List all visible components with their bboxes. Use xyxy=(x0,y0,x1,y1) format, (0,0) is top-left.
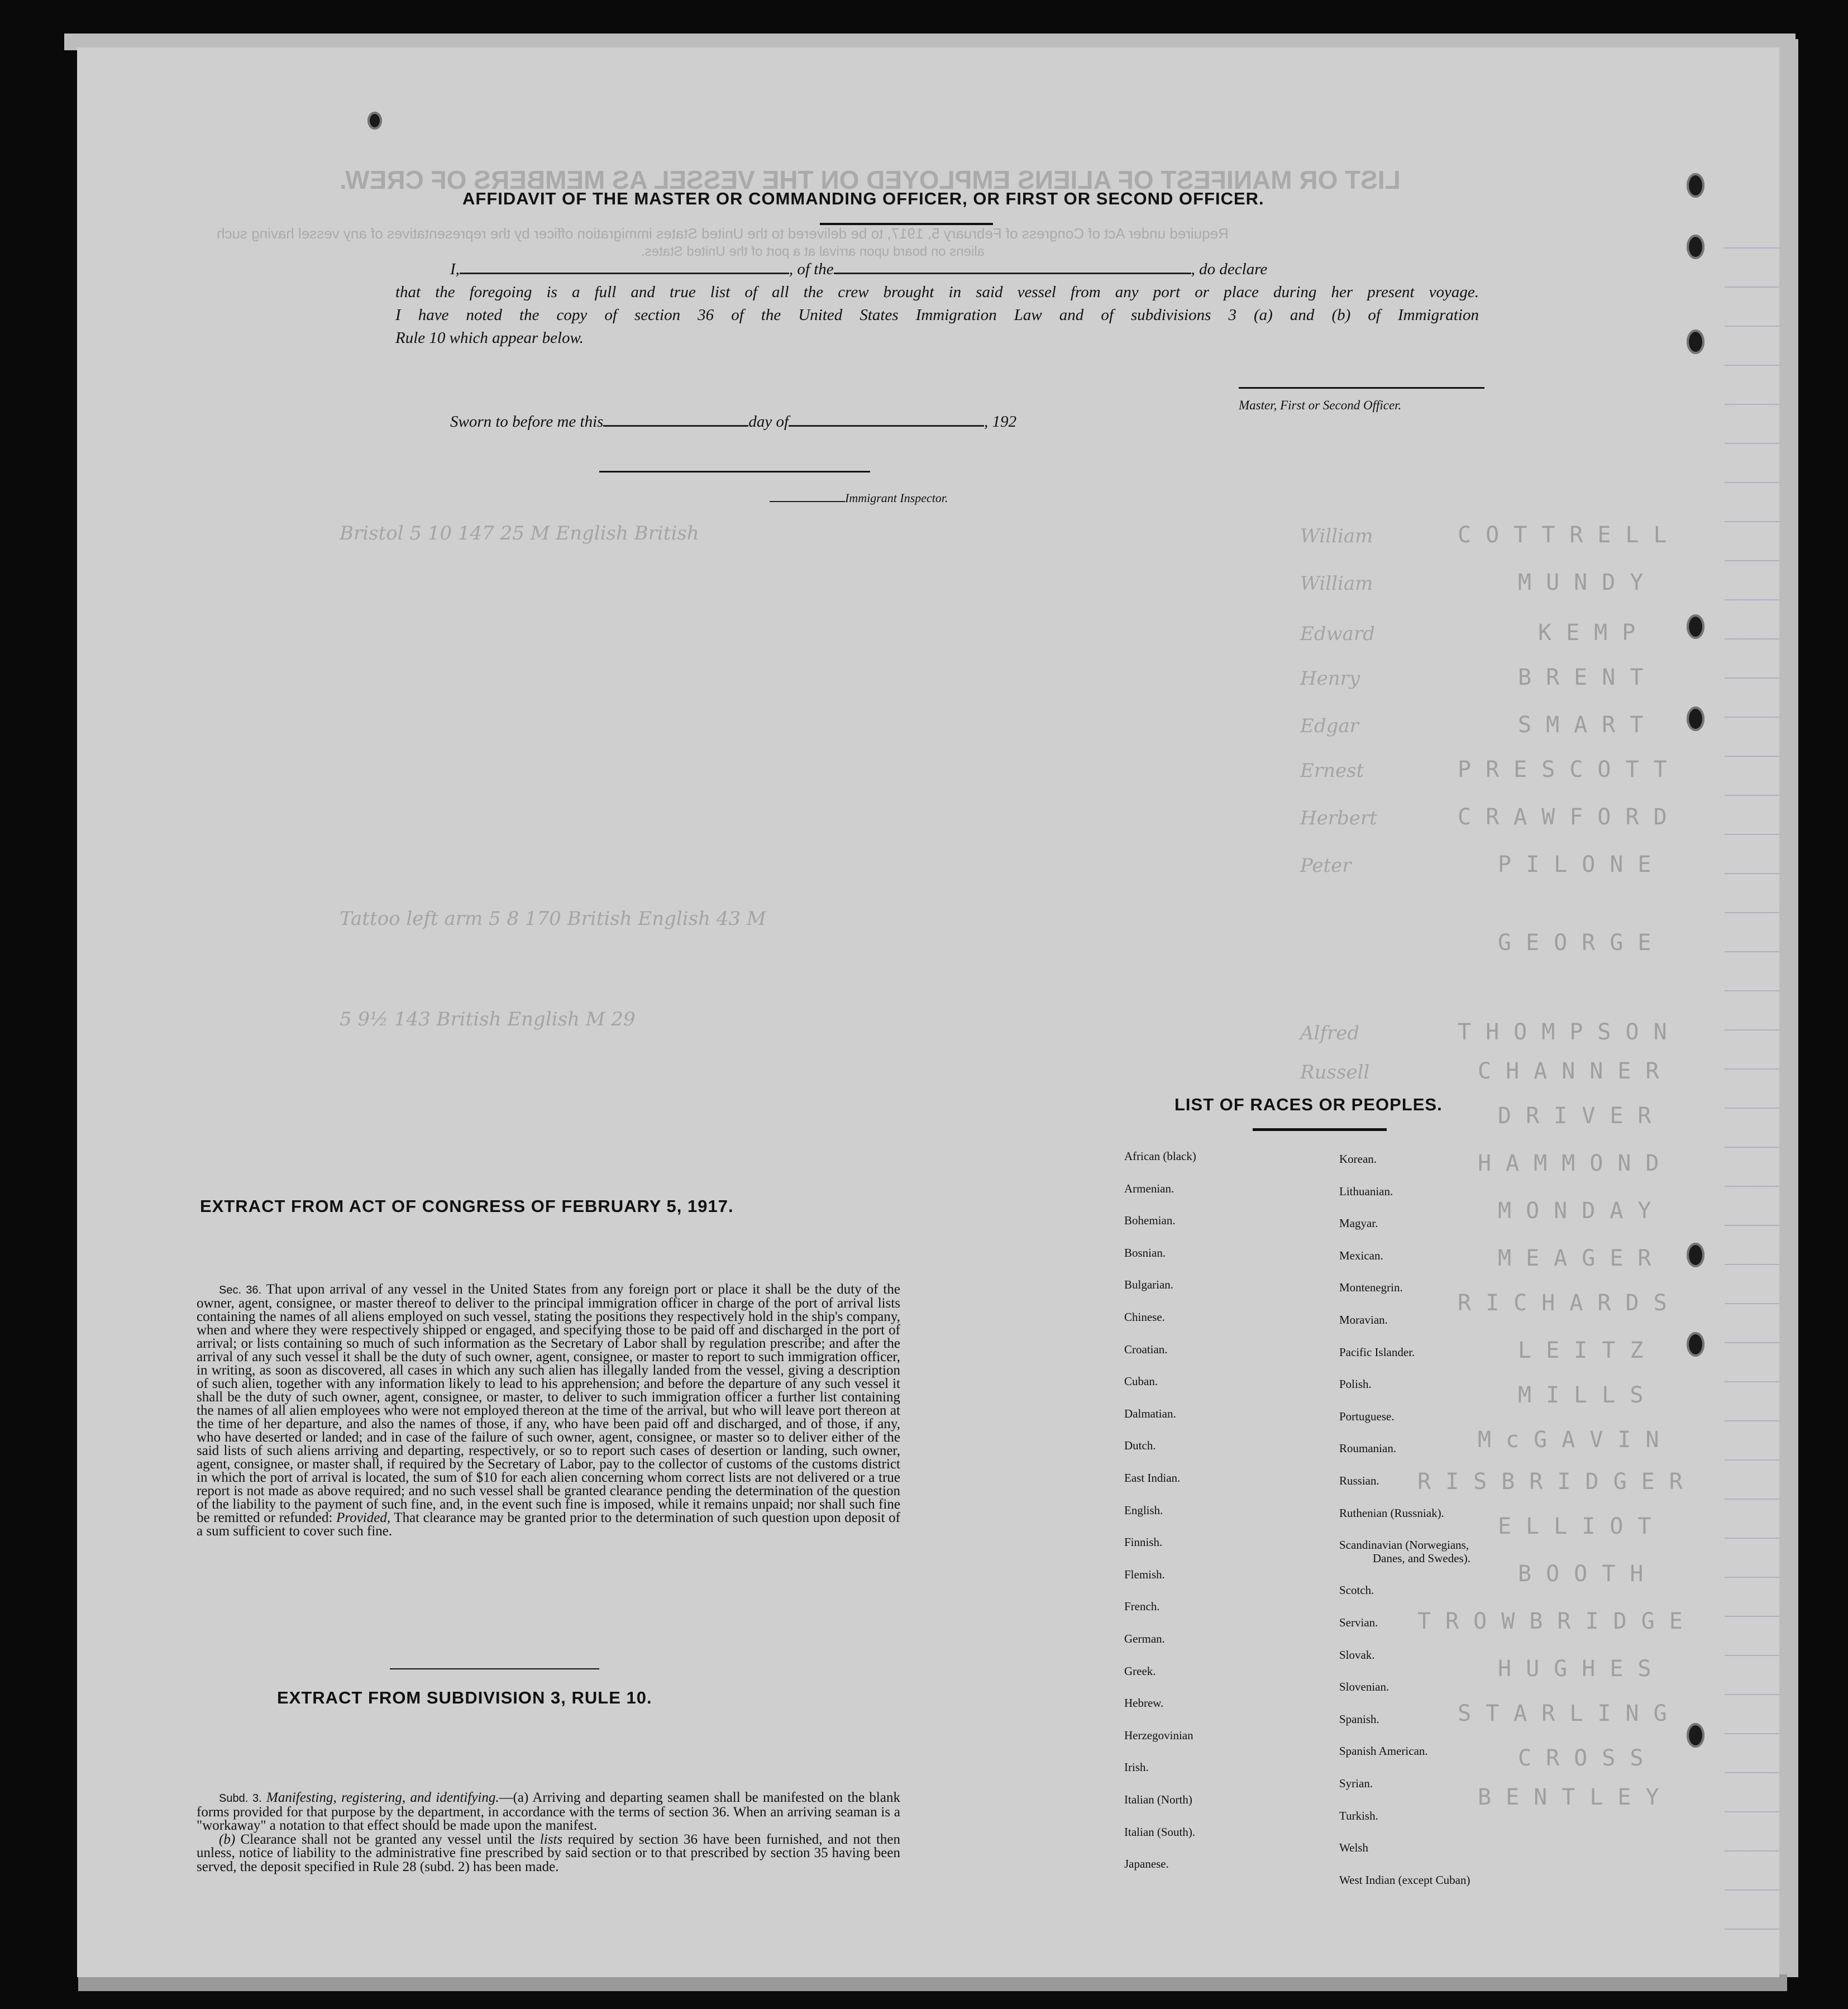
race-item: Japanese. xyxy=(1124,1857,1169,1871)
sec-label: Sec. 36. xyxy=(219,1284,262,1296)
reverse-surname: McGAVIN xyxy=(1478,1427,1674,1453)
race-item: Turkish. xyxy=(1339,1808,1378,1822)
affidavit-title: AFFIDAVIT OF THE MASTER OR COMMANDING OFFICER, OR FIRST OR SECOND OFFICER. xyxy=(462,189,1264,208)
race-item: Syrian. xyxy=(1339,1777,1373,1790)
race-item: German. xyxy=(1124,1632,1165,1645)
name-blank[interactable] xyxy=(460,273,789,274)
race-item: Portuguese. xyxy=(1339,1409,1395,1423)
affidavit-line-1 xyxy=(450,258,1539,281)
reverse-subheader-2: aliens on board upon arrival at a port of the United States. xyxy=(641,244,985,259)
para-b-2: required by section 36 have been furnished, and not then unless, notice of liability to the administrative fine prescribed by said section or to that prescribed by section 35 having been served, the deposit specified in Rule 28 (subd. 2) has been made. xyxy=(197,1831,900,1874)
race-item: Bulgarian. xyxy=(1124,1278,1174,1292)
vessel-blank[interactable] xyxy=(834,273,1191,274)
race-item: Ruthenian (Russniak). xyxy=(1339,1506,1444,1520)
race-item: Russian. xyxy=(1339,1474,1379,1487)
reverse-surname: THOMPSON xyxy=(1458,1019,1682,1045)
race-item: Herzegovinian xyxy=(1124,1728,1193,1742)
race-item: Spanish. xyxy=(1339,1712,1379,1726)
race-item: Mexican. xyxy=(1339,1248,1383,1262)
reverse-surname: ELLIOT xyxy=(1498,1514,1666,1539)
reverse-given-name: Peter xyxy=(1300,855,1352,877)
reverse-surname: BOOTH xyxy=(1518,1561,1658,1587)
inspector-blank[interactable] xyxy=(770,501,845,502)
binding-hole xyxy=(1687,614,1704,639)
reverse-given-name: William xyxy=(1300,572,1373,595)
race-item: Italian (South). xyxy=(1124,1825,1196,1839)
reverse-surname: RISBRIDGER xyxy=(1417,1469,1697,1495)
master-signature-line xyxy=(1239,387,1484,389)
reverse-surname: STARLING xyxy=(1458,1701,1682,1726)
sworn-line xyxy=(450,411,1232,433)
races-underline xyxy=(1253,1128,1387,1131)
extract-body-text: That upon arrival of any vessel in the United States from any foreign port or place it shall be the duty of the owner, agent, consignee, or master thereof to deliver to the principal immigration officer in charge of the port of arrival lists containing the names of all aliens employed on such vessel, stating the positions they respectively hold in the ship's company, when and where they were respectively shipped or engaged, and specifying those to be paid off and discharged in the port of arrival; or lists containing so much of such information as the Secretary of Labor shall by regulation prescribe; and after the arrival of any such vessel it shall be the duty of such owner, agent, consignee, or master to report to such immigration officer, in writing, as soon as discovered, all cases in which any such alien has illegally landed from the vessel, giving a description of such alien, together with any information likely to lead to his apprehension; and before the departure of any such vessel it shall be the duty of such owner, agent, consignee, or master, to deliver to such immigration officer a further list containing the names of all alien employees who were not employed thereon at the time of the arrival, but who will leave port thereon at the time of her departure, and also the names of those, if any, who have been paid off and discharged, and of those, if any, who have deserted or landed; and in case of the failure of such owner, agent, consignee, or master so to deliver either of the said lists of such aliens arriving and departing, respectively, or so to report such cases of desertion or landing, such owner, agent, consignee, or master shall, if required by the Secretary of Labor, pay to the collector of customs of the customs district in which the port of arrival is located, the sum of $10 for each alien concerning whom correct lists are not delivered or a true report is not made as above required; and no such vessel shall be granted clearance pending the determination of the question of the liability to the payment of such fine, and, in the event such fine is imposed, while it remains unpaid; nor shall such fine be remitted or refunded: xyxy=(197,1282,900,1525)
reverse-given-name: Ernest xyxy=(1300,760,1364,782)
extract-act-title: EXTRACT FROM ACT OF CONGRESS OF FEBRUARY 5, 1917. xyxy=(200,1196,734,1216)
race-item: Hebrew. xyxy=(1124,1696,1164,1710)
race-item: Montenegrin. xyxy=(1339,1281,1403,1295)
affidavit-line-4: Rule 10 which appear below. xyxy=(395,329,584,347)
i-label: I, xyxy=(450,260,460,278)
affidavit-line-3: I have noted the copy of section 36 of the United States Immigration Law and of subdivisions 3 (a) and (b) of Immigration xyxy=(395,306,1479,324)
reverse-surname: CROSS xyxy=(1518,1745,1658,1771)
subd-label: Subd. 3. xyxy=(219,1792,262,1805)
handwriting-row: 5 9½ 143 British English M 29 xyxy=(340,1008,636,1030)
race-item: Roumanian. xyxy=(1339,1442,1397,1456)
para-b-1: Clearance shall not be granted any vessel until the xyxy=(240,1831,535,1847)
extract-rule-title: EXTRACT FROM SUBDIVISION 3, RULE 10. xyxy=(277,1688,652,1707)
day-blank[interactable] xyxy=(603,425,748,427)
master-label: Master, First or Second Officer. xyxy=(1239,398,1402,412)
paper-edge-right xyxy=(1776,39,1798,1977)
provided-label: Provided, xyxy=(336,1510,391,1525)
race-item: Korean. xyxy=(1339,1152,1377,1166)
race-item: Welsh xyxy=(1339,1841,1368,1855)
do-declare-label: , do declare xyxy=(1191,260,1268,278)
binding-hole xyxy=(1687,1243,1704,1267)
separator-rule xyxy=(390,1668,599,1669)
race-item: Bosnian. xyxy=(1124,1246,1166,1259)
binding-hole xyxy=(1687,173,1704,198)
binding-hole xyxy=(1687,330,1704,354)
race-item: Slovenian. xyxy=(1339,1680,1389,1694)
race-item: Finnish. xyxy=(1124,1535,1163,1549)
inspector-signature-line xyxy=(599,471,870,473)
reverse-given-name: Herbert xyxy=(1300,807,1377,829)
reverse-surname: KEMP xyxy=(1538,620,1650,646)
race-item: Dutch. xyxy=(1124,1439,1156,1453)
race-item: Flemish. xyxy=(1124,1567,1165,1581)
race-item: Scotch. xyxy=(1339,1583,1374,1597)
year-label: , 192 xyxy=(984,413,1017,431)
race-item: Dalmatian. xyxy=(1124,1406,1176,1420)
reverse-surname: PILONE xyxy=(1498,852,1666,877)
race-item: Greek. xyxy=(1124,1664,1156,1678)
race-item: Moravian. xyxy=(1339,1313,1388,1326)
reverse-given-name: Henry xyxy=(1300,667,1360,690)
reverse-surname: PRESCOTT xyxy=(1458,757,1682,782)
reverse-surname: SMART xyxy=(1518,712,1658,738)
race-item: African (black) xyxy=(1124,1149,1196,1163)
of-the-label: , of the xyxy=(789,260,834,278)
title-underline xyxy=(820,223,993,225)
race-item: French. xyxy=(1124,1600,1160,1614)
reverse-surname: MUNDY xyxy=(1518,570,1658,595)
reverse-given-name: Edgar xyxy=(1300,715,1359,737)
race-item: Pacific Islander. xyxy=(1339,1345,1415,1359)
reverse-given-name: Alfred xyxy=(1300,1022,1360,1044)
binding-hole xyxy=(1687,235,1704,259)
race-item: Chinese. xyxy=(1124,1310,1165,1324)
reverse-surname: RICHARDS xyxy=(1458,1290,1682,1316)
race-item: Danes, and Swedes). xyxy=(1373,1551,1470,1565)
reverse-given-name: William xyxy=(1300,525,1373,547)
extract-act-body xyxy=(197,1283,900,1538)
race-item: Armenian. xyxy=(1124,1181,1174,1195)
reverse-surname: BRENT xyxy=(1518,665,1658,690)
reverse-surname: DRIVER xyxy=(1498,1103,1666,1129)
binding-hole xyxy=(367,112,382,130)
reverse-surname: TROWBRIDGE xyxy=(1417,1609,1697,1634)
reverse-header: LIST OR MANIFEST OF ALIENS EMPLOYED ON THE VESSEL AS MEMBERS OF CREW. xyxy=(340,165,1401,194)
reverse-given-name: Russell xyxy=(1300,1061,1370,1084)
para-a: —(a) Arriving and departing seamen shall be manifested on the blank forms provided for that purpose by the department, in accordance with the terms of section 36. When an arriving seaman is a "workaway" a notation to that effect should be made upon the manifest. xyxy=(197,1790,900,1833)
day-of-label: day of xyxy=(748,413,789,431)
handwriting-row: Tattoo left arm 5 8 170 British English 43 M xyxy=(340,908,766,930)
reverse-surname: HAMMOND xyxy=(1478,1151,1674,1176)
binding-hole xyxy=(1687,707,1704,731)
reverse-surname: MEAGER xyxy=(1498,1246,1666,1271)
subd-italic: Manifesting, registering, and identifying. xyxy=(266,1790,499,1805)
race-item: Croatian. xyxy=(1124,1342,1168,1356)
para-b-label: (b) xyxy=(219,1831,236,1847)
race-item: East Indian. xyxy=(1124,1471,1181,1485)
race-item: Spanish American. xyxy=(1339,1744,1428,1758)
race-item: Scandinavian (Norwegians, xyxy=(1339,1538,1469,1552)
race-item: Lithuanian. xyxy=(1339,1184,1393,1198)
affidavit-line-2: that the foregoing is a full and true list of all the crew brought in said vessel from any port or place during her present voyage. xyxy=(395,283,1479,301)
inspector-line xyxy=(770,486,948,509)
binding-hole xyxy=(1687,1332,1704,1357)
reverse-surname: BENTLEY xyxy=(1478,1784,1674,1810)
para-b-lists: lists xyxy=(539,1831,563,1847)
binding-hole xyxy=(1687,1723,1704,1748)
reverse-surname: LEITZ xyxy=(1518,1338,1658,1363)
race-item: Slovak. xyxy=(1339,1648,1375,1662)
race-item: Magyar. xyxy=(1339,1216,1378,1230)
race-item: Irish. xyxy=(1124,1760,1149,1774)
reverse-subheader: Required under Act of Congress of February 5, 1917, to be delivered to the United States immigration officer by the representatives of any vessel having such xyxy=(217,225,1229,242)
reverse-surname: GEORGE xyxy=(1498,930,1666,956)
manifest-sheet xyxy=(77,47,1779,1977)
handwriting-row: Bristol 5 10 147 25 M English British xyxy=(340,522,699,545)
reverse-surname: CHANNER xyxy=(1478,1058,1674,1084)
extract-body-end: That clearance may be granted prior to the determination of such question upon deposit of a sum sufficient to cover such fine. xyxy=(197,1510,900,1539)
month-blank[interactable] xyxy=(789,425,984,427)
reverse-surname: MILLS xyxy=(1518,1382,1658,1408)
reverse-surname: COTTRELL xyxy=(1458,522,1682,548)
race-item: English. xyxy=(1124,1503,1163,1517)
race-item: Cuban. xyxy=(1124,1375,1158,1388)
ruled-margin xyxy=(1725,209,1779,1941)
reverse-given-name: Edward xyxy=(1300,623,1375,645)
reverse-surname: MONDAY xyxy=(1498,1198,1666,1224)
race-item: Polish. xyxy=(1339,1377,1372,1391)
race-item: West Indian (except Cuban) xyxy=(1339,1873,1470,1887)
race-item: Italian (North) xyxy=(1124,1793,1192,1806)
reverse-surname: CRAWFORD xyxy=(1458,804,1682,830)
race-item: Bohemian. xyxy=(1124,1214,1176,1228)
race-item: Servian. xyxy=(1339,1616,1378,1629)
sworn-label: Sworn to before me this xyxy=(450,413,604,431)
inspector-label: Immigrant Inspector. xyxy=(845,491,948,505)
races-title: LIST OF RACES OR PEOPLES. xyxy=(1174,1095,1443,1114)
reverse-surname: HUGHES xyxy=(1498,1656,1666,1682)
extract-rule-body xyxy=(197,1791,900,1874)
